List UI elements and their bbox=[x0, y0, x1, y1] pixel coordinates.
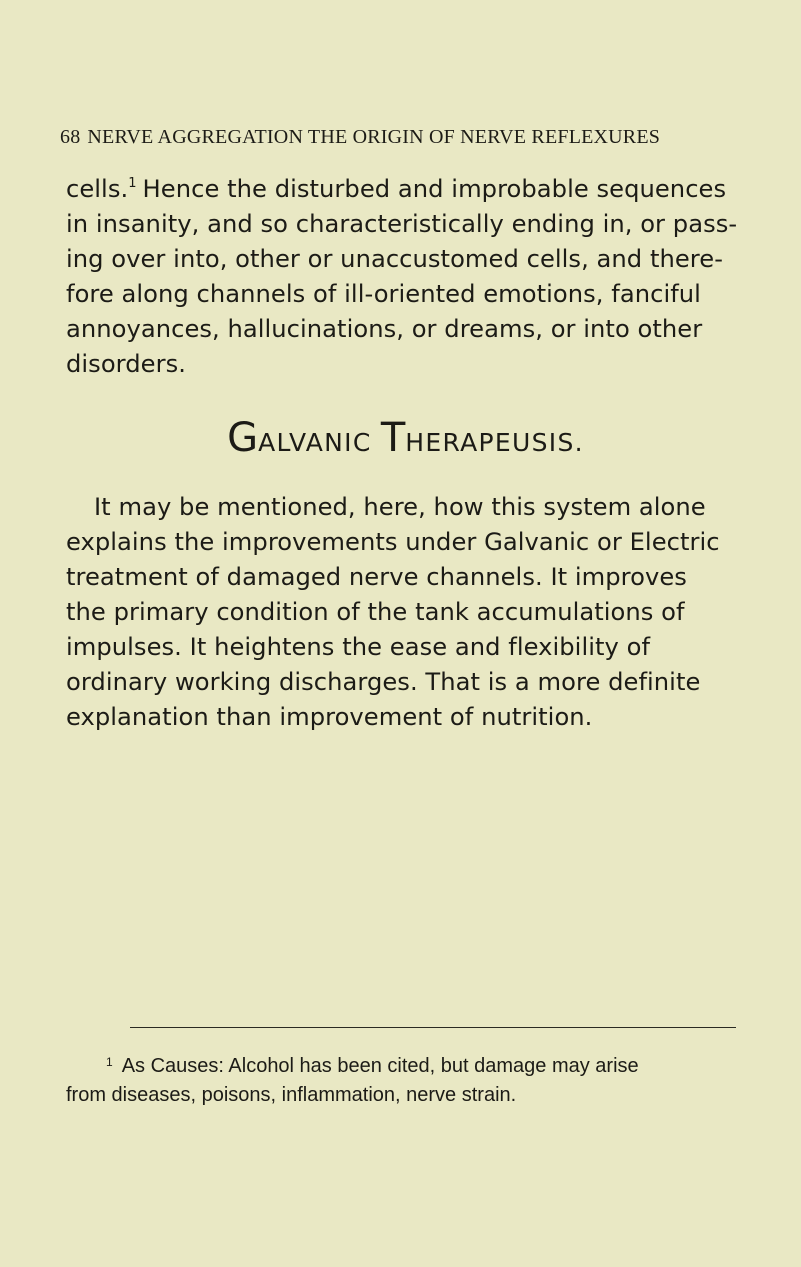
paragraph-2 bbox=[66, 490, 746, 735]
heading-initial: T bbox=[380, 415, 406, 461]
text-line: in insanity, and so characteristically ending in, or pass- bbox=[66, 210, 738, 238]
paragraph-1 bbox=[66, 172, 746, 382]
running-title: NERVE AGGREGATION THE ORIGIN OF NERVE REFLEXURES bbox=[87, 126, 661, 148]
text-line: the primary condition of the tank accumulations of bbox=[66, 598, 685, 626]
heading-initial: G bbox=[227, 415, 259, 461]
footnote-line bbox=[66, 1052, 746, 1081]
text-fragment: Hence the disturbed and improbable sequences bbox=[142, 175, 727, 203]
text-line: impulses. It heightens the ease and flexibility of bbox=[66, 633, 651, 661]
footnote-line: from diseases, poisons, inflammation, nerve strain. bbox=[66, 1084, 517, 1106]
footnote-marker: 1 bbox=[106, 1055, 113, 1069]
heading-text: ALVANIC bbox=[258, 428, 381, 457]
footnote bbox=[66, 1052, 746, 1110]
text-line: explains the improvements under Galvanic or Electric bbox=[66, 528, 720, 556]
text-fragment: cells. bbox=[66, 175, 129, 203]
footnote-reference: 1 bbox=[128, 176, 137, 191]
text-line: ordinary working discharges. That is a more definite bbox=[66, 668, 701, 696]
text-line: explanation than improvement of nutrition. bbox=[66, 703, 593, 731]
section-heading bbox=[0, 415, 801, 463]
text-line: treatment of damaged nerve channels. It improves bbox=[66, 563, 687, 591]
text-line: It may be mentioned, here, how this system alone bbox=[94, 493, 706, 521]
text-line: fore along channels of ill-oriented emotions, fanciful bbox=[66, 280, 701, 308]
text-line: annoyances, hallucinations, or dreams, or into other bbox=[66, 315, 703, 343]
heading-text: HERAPEUSIS. bbox=[405, 428, 584, 457]
footnote-divider bbox=[130, 1027, 736, 1028]
running-header bbox=[60, 126, 750, 149]
text-line: ing over into, other or unaccustomed cells, and there- bbox=[66, 245, 723, 273]
page-number: 68 bbox=[60, 126, 81, 148]
footnote-text: As Causes: Alcohol has been cited, but damage may arise bbox=[121, 1055, 639, 1077]
text-line: disorders. bbox=[66, 350, 186, 378]
text-line bbox=[66, 172, 746, 207]
